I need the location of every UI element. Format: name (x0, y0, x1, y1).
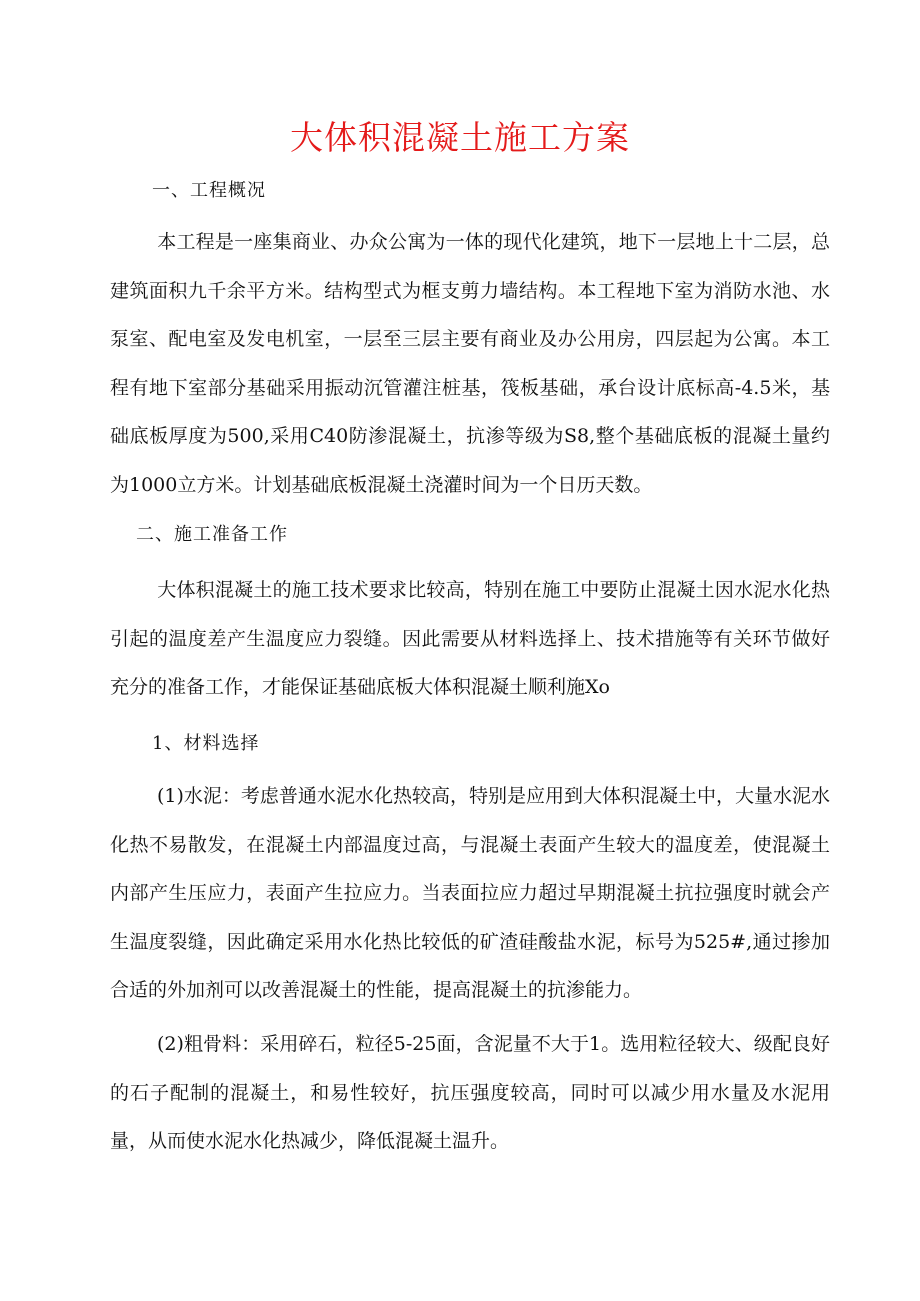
paragraph-overview (110, 218, 830, 509)
paragraph-coarse-aggregate-text: (2)粗骨料：采用碎石，粒径5-25面，含泥量不大于1。选用粒径较大、级配良好的石子配制的混凝土，和易性较好，抗压强度较高，同时可以减少用水量及水泥用量，从而使水泥水化热减少，降低混凝土温升。 (110, 1033, 830, 1152)
paragraph-coarse-aggregate (110, 1020, 830, 1166)
paragraph-preparation-text: 大体积混凝土的施工技术要求比较高，特别在施工中要防止混凝土因水泥水化热引起的温度差产生温度应力裂缝。因此需要从材料选择上、技术措施等有关环节做好充分的准备工作，才能保证基础底板大体积混凝土顺利施Xo (110, 579, 830, 698)
paragraph-cement (110, 772, 830, 1015)
paragraph-cement-text: (1)水泥：考虑普通水泥水化热较高，特别是应用到大体积混凝土中，大量水泥水化热不易散发，在混凝土内部温度过高，与混凝土表面产生较大的温度差，使混凝土内部产生压应力，表面产生拉应力。当表面拉应力超过早期混凝土抗拉强度时就会产生温度裂缝，因此确定采用水化热比较低的矿渣硅酸盐水泥，标号为525#,通过掺加合适的外加剂可以改善混凝土的性能，提高混凝土的抗渗能力。 (110, 785, 830, 1001)
subsection-heading-materials: 1、材料选择 (152, 733, 260, 754)
paragraph-overview-text: 本工程是一座集商业、办众公寓为一体的现代化建筑，地下一层地上十二层，总建筑面积九千余平方米。结构型式为框支剪力墙结构。本工程地下室为消防水池、水泵室、配电室及发电机室，一层至三层主要有商业及办公用房，四层起为公寓。本工程有地下室部分基础采用振动沉管灌注桩基，筏板基础，承台设计底标高-4.5米，基础底板厚度为500,采用C40防渗混凝土，抗渗等级为S8,整个基础底板的混凝土量约为1000立方米。计划基础底板混凝土浇灌时间为一个日历天数。 (110, 231, 830, 496)
paragraph-preparation (110, 566, 830, 712)
section-heading-overview: 一、工程概况 (152, 180, 266, 201)
section-heading-preparation: 二、施工准备工作 (136, 524, 288, 545)
document-title: 大体积混凝土施工方案 (290, 118, 630, 157)
